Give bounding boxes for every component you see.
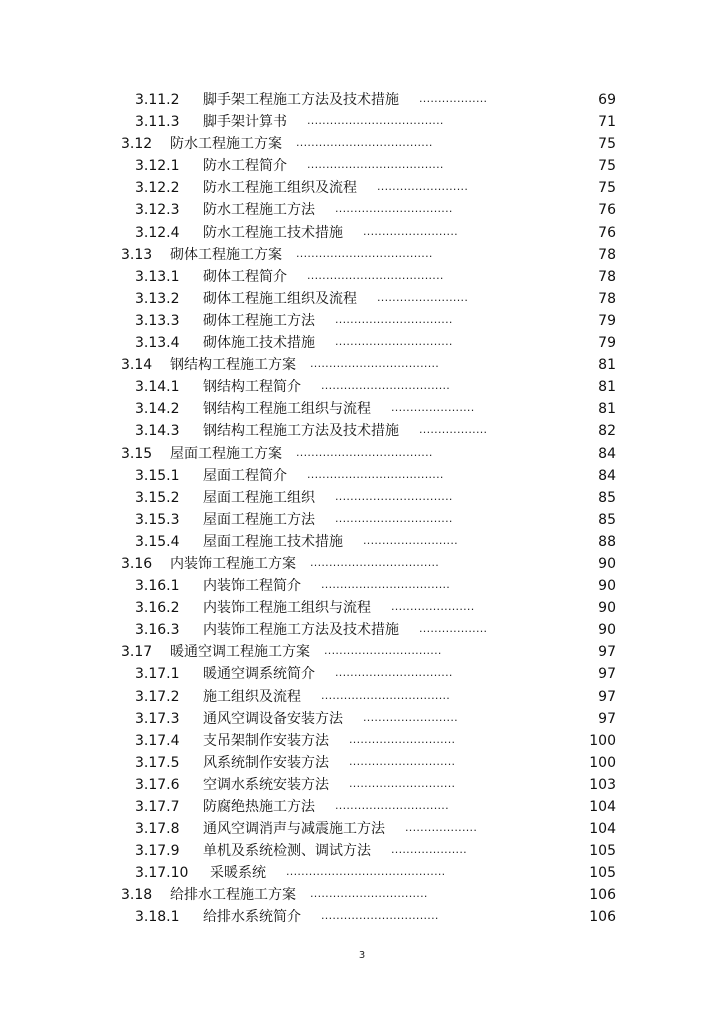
toc-entry[interactable]: [0, 288, 724, 310]
toc-entry-number: 3.17.3: [135, 710, 180, 727]
toc-entry[interactable]: [0, 597, 724, 619]
toc-entry-page: 88: [598, 533, 616, 550]
toc-entry-page: 85: [598, 511, 616, 528]
toc-entry-title: 给排水工程施工方案: [170, 887, 296, 904]
toc-entry-title: 支吊架制作安装方法: [203, 732, 329, 749]
toc-leader-dots: ...............................: [335, 666, 453, 680]
toc-leader-dots: ............................: [349, 732, 456, 746]
toc-leader-dots: ..............................: [335, 799, 449, 812]
toc-leader-dots: .........................: [363, 224, 458, 238]
toc-leader-dots: ..................................: [321, 578, 451, 592]
toc-entry-page: 69: [598, 92, 616, 108]
toc-entry-title: 屋面工程施工方案: [170, 445, 282, 462]
toc-entry-page: 75: [598, 158, 616, 175]
toc-entry-title: 内装饰工程施工组织与流程: [203, 600, 371, 617]
toc-entry-page: 84: [598, 467, 616, 484]
toc-entry-title: 脚手架计算书: [203, 114, 287, 131]
toc-entry[interactable]: [0, 266, 724, 288]
toc-entry-title: 砌体施工技术措施: [203, 335, 315, 352]
toc-entry[interactable]: [0, 133, 724, 155]
toc-entry[interactable]: [0, 641, 724, 663]
toc-entry[interactable]: [0, 332, 724, 354]
toc-entry[interactable]: [0, 708, 724, 730]
toc-entry[interactable]: [0, 906, 724, 928]
toc-leader-dots: ...............................: [335, 511, 453, 525]
toc-entry-title: 砌体工程施工组织及流程: [203, 290, 357, 307]
toc-leader-dots: ...............................: [335, 202, 453, 216]
toc-entry-page: 79: [598, 335, 616, 352]
toc-leader-dots: ..................................: [310, 555, 440, 569]
toc-leader-dots: ...................: [405, 821, 478, 835]
toc-entry-page: 75: [598, 136, 616, 153]
toc-entry-title: 防水工程简介: [203, 158, 287, 175]
toc-entry-title: 暖通空调工程施工方案: [170, 644, 310, 661]
toc-entry-number: 3.13.3: [135, 312, 180, 329]
toc-entry-page: 97: [598, 688, 616, 705]
toc-entry-number: 3.12.2: [135, 180, 180, 197]
toc-entry-number: 3.14.1: [135, 379, 180, 396]
toc-entry-page: 105: [589, 843, 616, 860]
toc-entry-title: 防水工程施工组织及流程: [203, 180, 357, 197]
toc-entry-page: 82: [598, 423, 616, 440]
toc-leader-dots: ..................: [419, 92, 488, 105]
toc-entry-page: 78: [598, 246, 616, 263]
table-of-contents: [0, 89, 724, 929]
toc-entry-page: 100: [589, 754, 616, 771]
toc-entry-page: 78: [598, 290, 616, 307]
toc-leader-dots: ........................: [377, 180, 469, 194]
toc-entry-number: 3.15.1: [135, 467, 180, 484]
toc-entry[interactable]: [0, 443, 724, 465]
toc-entry-number: 3.11.2: [135, 92, 180, 108]
toc-leader-dots: ....................................: [307, 114, 444, 128]
page-number: 3: [358, 950, 366, 961]
toc-leader-dots: ....................................: [296, 136, 433, 150]
toc-entry-number: 3.17.9: [135, 843, 180, 860]
toc-entry-number: 3.17.4: [135, 732, 180, 749]
toc-entry-title: 砌体工程简介: [203, 268, 287, 285]
toc-entry-page: 85: [598, 489, 616, 506]
toc-leader-dots: .........................: [363, 710, 458, 724]
toc-entry-number: 3.15.2: [135, 489, 180, 506]
toc-entry-title: 屋面工程施工组织: [203, 489, 315, 506]
toc-entry-number: 3.14: [121, 357, 153, 374]
toc-entry-page: 100: [589, 732, 616, 749]
toc-leader-dots: ........................: [377, 290, 469, 304]
toc-leader-dots: ...............................: [321, 909, 439, 923]
toc-entry-page: 105: [589, 865, 616, 882]
toc-entry-title: 通风空调设备安装方法: [203, 710, 343, 727]
toc-entry-number: 3.12.1: [135, 158, 180, 175]
toc-entry-number: 3.17.7: [135, 799, 180, 815]
toc-entry-number: 3.13: [121, 246, 153, 263]
toc-entry-page: 106: [589, 887, 616, 904]
toc-entry-page: 90: [598, 578, 616, 595]
toc-entry-title: 钢结构工程施工方案: [170, 357, 296, 374]
toc-entry-title: 防水工程施工方法: [203, 202, 315, 219]
toc-leader-dots: .........................: [363, 533, 458, 547]
toc-leader-dots: ............................: [349, 776, 456, 790]
toc-entry[interactable]: [0, 796, 724, 818]
toc-leader-dots: ..........................................: [286, 865, 446, 879]
toc-entry-page: 76: [598, 202, 616, 219]
toc-entry-title: 内装饰工程简介: [203, 578, 301, 595]
toc-entry-page: 97: [598, 666, 616, 683]
toc-entry-title: 钢结构工程施工组织与流程: [203, 401, 371, 418]
toc-entry-number: 3.15.4: [135, 533, 180, 550]
toc-entry[interactable]: [0, 553, 724, 575]
toc-entry[interactable]: [0, 619, 724, 641]
toc-entry[interactable]: [0, 509, 724, 531]
toc-entry-number: 3.17.1: [135, 666, 180, 683]
toc-entry-number: 3.17.10: [135, 865, 189, 882]
toc-entry-page: 90: [598, 622, 616, 639]
toc-entry-title: 砌体工程施工方法: [203, 312, 315, 329]
toc-entry-number: 3.11.3: [135, 114, 180, 131]
toc-entry-page: 79: [598, 312, 616, 329]
toc-entry[interactable]: [0, 840, 724, 862]
toc-leader-dots: ...............................: [335, 335, 453, 349]
toc-leader-dots: ..................................: [321, 688, 451, 702]
toc-entry-title: 钢结构工程简介: [203, 379, 301, 396]
toc-entry-title: 屋面工程简介: [203, 467, 287, 484]
toc-leader-dots: ............................: [349, 754, 456, 768]
toc-entry[interactable]: [0, 310, 724, 332]
toc-entry[interactable]: [0, 376, 724, 398]
toc-entry[interactable]: [0, 575, 724, 597]
toc-entry-number: 3.12.3: [135, 202, 180, 219]
toc-entry[interactable]: [0, 398, 724, 420]
toc-leader-dots: ..................: [419, 423, 488, 437]
toc-entry-number: 3.17.6: [135, 776, 180, 793]
toc-entry-page: 90: [598, 555, 616, 572]
toc-leader-dots: ..................................: [310, 357, 440, 371]
toc-leader-dots: ...............................: [335, 312, 453, 326]
toc-leader-dots: ....................................: [307, 268, 444, 282]
toc-entry-number: 3.14.3: [135, 423, 180, 440]
toc-entry-title: 防水工程施工方案: [170, 136, 282, 153]
toc-entry[interactable]: [0, 244, 724, 266]
toc-entry-page: 106: [589, 909, 616, 926]
toc-entry-number: 3.16.2: [135, 600, 180, 617]
toc-entry-number: 3.14.2: [135, 401, 180, 418]
toc-entry-title: 暖通空调系统简介: [203, 666, 315, 683]
toc-entry[interactable]: [0, 222, 724, 244]
toc-entry-page: 78: [598, 268, 616, 285]
toc-entry-page: 75: [598, 180, 616, 197]
toc-entry-number: 3.16.3: [135, 622, 180, 639]
toc-entry-title: 防水工程施工技术措施: [203, 224, 343, 241]
toc-leader-dots: ......................: [391, 600, 475, 614]
toc-entry[interactable]: [0, 354, 724, 376]
toc-entry-title: 空调水系统安装方法: [203, 776, 329, 793]
toc-entry-page: 97: [598, 644, 616, 661]
toc-entry[interactable]: [0, 531, 724, 553]
toc-leader-dots: ....................................: [307, 158, 444, 172]
toc-entry[interactable]: [0, 111, 724, 133]
toc-entry-page: 104: [589, 799, 616, 815]
toc-entry-title: 内装饰工程施工方案: [170, 555, 296, 572]
toc-entry[interactable]: [0, 155, 724, 177]
toc-entry-number: 3.17.8: [135, 821, 180, 838]
toc-entry-number: 3.12.4: [135, 224, 180, 241]
toc-entry-page: 104: [589, 821, 616, 838]
toc-entry-title: 风系统制作安装方法: [203, 754, 329, 771]
toc-entry-title: 给排水系统简介: [203, 909, 301, 926]
toc-entry-title: 单机及系统检测、调试方法: [203, 843, 371, 860]
toc-entry-page: 71: [598, 114, 616, 131]
toc-leader-dots: ....................: [391, 843, 467, 857]
toc-entry[interactable]: [0, 862, 724, 884]
toc-entry-page: 76: [598, 224, 616, 241]
toc-entry-number: 3.12: [121, 136, 153, 153]
toc-leader-dots: ....................................: [296, 445, 433, 459]
toc-entry-number: 3.17.2: [135, 688, 180, 705]
toc-entry-number: 3.17: [121, 644, 153, 661]
toc-entry[interactable]: [0, 752, 724, 774]
toc-entry-title: 屋面工程施工技术措施: [203, 533, 343, 550]
toc-entry[interactable]: [0, 420, 724, 442]
toc-entry[interactable]: [0, 774, 724, 796]
toc-entry[interactable]: [0, 884, 724, 906]
toc-leader-dots: ..................: [419, 622, 488, 636]
toc-leader-dots: ....................................: [296, 246, 433, 260]
toc-leader-dots: ......................: [391, 401, 475, 415]
toc-entry-title: 施工组织及流程: [203, 688, 301, 705]
toc-entry[interactable]: [0, 177, 724, 199]
toc-entry-title: 脚手架工程施工方法及技术措施: [203, 92, 399, 108]
toc-entry-title: 内装饰工程施工方法及技术措施: [203, 622, 399, 639]
toc-entry-page: 97: [598, 710, 616, 727]
toc-entry-page: 81: [598, 357, 616, 374]
toc-entry[interactable]: [0, 663, 724, 685]
toc-entry-title: 采暖系统: [210, 865, 266, 882]
toc-entry-title: 钢结构工程施工方法及技术措施: [203, 423, 399, 440]
toc-entry-number: 3.16.1: [135, 578, 180, 595]
toc-entry-title: 砌体工程施工方案: [170, 246, 282, 263]
toc-entry-number: 3.15: [121, 445, 153, 462]
toc-entry-number: 3.13.4: [135, 335, 180, 352]
toc-entry-number: 3.18.1: [135, 909, 180, 926]
toc-leader-dots: ....................................: [307, 467, 444, 481]
toc-leader-dots: ...............................: [335, 489, 453, 503]
toc-leader-dots: ..................................: [321, 379, 451, 393]
toc-entry[interactable]: [0, 465, 724, 487]
toc-entry[interactable]: [0, 730, 724, 752]
toc-entry-page: 103: [589, 776, 616, 793]
toc-entry-number: 3.16: [121, 555, 153, 572]
toc-entry-number: 3.18: [121, 887, 153, 904]
toc-entry[interactable]: [0, 818, 724, 840]
toc-leader-dots: ...............................: [324, 644, 442, 658]
toc-entry-title: 通风空调消声与减震施工方法: [203, 821, 385, 838]
toc-entry-number: 3.13.2: [135, 290, 180, 307]
toc-entry-page: 84: [598, 445, 616, 462]
toc-leader-dots: ...............................: [310, 887, 428, 901]
toc-entry-number: 3.15.3: [135, 511, 180, 528]
toc-entry-page: 90: [598, 600, 616, 617]
toc-entry-page: 81: [598, 401, 616, 418]
toc-entry[interactable]: [0, 199, 724, 221]
toc-entry[interactable]: [0, 487, 724, 509]
toc-entry-number: 3.13.1: [135, 268, 180, 285]
toc-entry[interactable]: [0, 686, 724, 708]
toc-entry[interactable]: [0, 89, 724, 111]
toc-entry-title: 屋面工程施工方法: [203, 511, 315, 528]
toc-entry-page: 81: [598, 379, 616, 396]
toc-entry-title: 防腐绝热施工方法: [203, 799, 315, 815]
toc-entry-number: 3.17.5: [135, 754, 180, 771]
